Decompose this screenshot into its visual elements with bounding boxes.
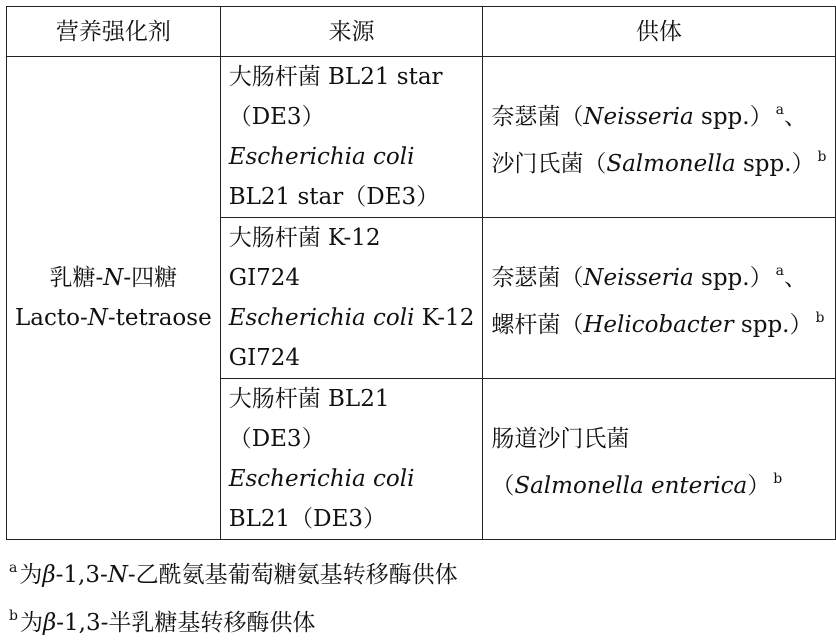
donor-line: 肠道沙门氏菌 — [491, 426, 630, 452]
donor-line: 螺杆菌（Helicobacter spp.） $^b$ — [491, 310, 825, 338]
source-line: 大肠杆菌 BL21 — [228, 386, 390, 412]
source-cell — [220, 218, 483, 379]
header-source: 来源 — [220, 7, 483, 57]
source-line: Escherichia coli — [228, 144, 415, 170]
nutrient-name-en: Lacto-N-tetraose — [15, 305, 212, 331]
source-line: GI724 — [228, 345, 301, 371]
source-line: Escherichia coli — [228, 466, 415, 492]
donor-line: 沙门氏菌（Salmonella spp.） $^b$ — [491, 149, 827, 177]
header-row — [7, 7, 836, 57]
source-line: （DE3） — [228, 104, 325, 130]
donor-cell — [483, 379, 835, 540]
header-donor: 供体 — [483, 7, 835, 57]
donor-line: 奈瑟菌（Neisseria spp.） $^a$、 — [491, 102, 807, 130]
donor-cell — [483, 218, 835, 379]
source-line: （DE3） — [228, 426, 325, 452]
donor-cell — [483, 57, 835, 218]
header-nutrient: 营养强化剂 — [7, 7, 221, 57]
donor-line: （Salmonella enterica） $^b$ — [491, 471, 783, 499]
source-line: Escherichia coli K-12 — [228, 305, 475, 331]
nutrient-name-cn: 乳糖-N-四糖 — [49, 265, 178, 291]
source-line: BL21 star（DE3） — [228, 184, 440, 210]
donor-line: 奈瑟菌（Neisseria spp.） $^a$、 — [491, 263, 807, 291]
source-line: 大肠杆菌 BL21 star — [228, 64, 443, 90]
source-cell — [220, 57, 483, 218]
nutrient-cell — [7, 57, 221, 540]
source-line: 大肠杆菌 K-12 — [228, 225, 381, 251]
footnote-b: $^b$为β-1,3-半乳糖基转移酶供体 — [9, 608, 316, 636]
source-line: BL21（DE3） — [228, 506, 387, 532]
nutrient-table — [6, 6, 836, 540]
table-row — [7, 57, 836, 218]
footnote-a: $^a$为β-1,3-N-乙酰氨基葡萄糖氨基转移酶供体 — [9, 560, 458, 588]
source-cell — [220, 379, 483, 540]
source-line: GI724 — [228, 265, 301, 291]
